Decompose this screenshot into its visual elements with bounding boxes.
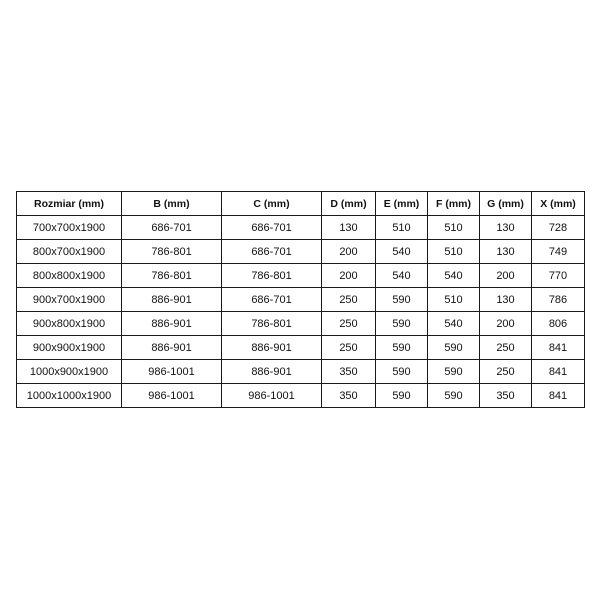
cell-x: 841 (532, 360, 585, 384)
cell-e: 590 (376, 360, 428, 384)
header-row (17, 192, 585, 216)
cell-c: 686-701 (222, 240, 322, 264)
header-g: G (mm) (480, 192, 532, 216)
cell-b: 986-1001 (122, 360, 222, 384)
cell-d: 350 (322, 360, 376, 384)
cell-rozmiar: 700x700x1900 (17, 216, 122, 240)
cell-e: 540 (376, 264, 428, 288)
cell-f: 590 (428, 384, 480, 408)
header-b: B (mm) (122, 192, 222, 216)
header-x: X (mm) (532, 192, 585, 216)
cell-c: 786-801 (222, 312, 322, 336)
cell-g: 130 (480, 240, 532, 264)
header-d: D (mm) (322, 192, 376, 216)
cell-f: 510 (428, 216, 480, 240)
cell-c: 686-701 (222, 216, 322, 240)
cell-x: 749 (532, 240, 585, 264)
cell-e: 590 (376, 288, 428, 312)
cell-d: 250 (322, 336, 376, 360)
cell-b: 886-901 (122, 336, 222, 360)
cell-rozmiar: 1000x900x1900 (17, 360, 122, 384)
dimensions-table (16, 191, 585, 408)
cell-g: 200 (480, 312, 532, 336)
cell-g: 250 (480, 360, 532, 384)
cell-d: 200 (322, 264, 376, 288)
cell-d: 250 (322, 288, 376, 312)
cell-f: 540 (428, 312, 480, 336)
table-row (17, 360, 585, 384)
cell-f: 510 (428, 288, 480, 312)
table-row (17, 336, 585, 360)
header-rozmiar: Rozmiar (mm) (17, 192, 122, 216)
cell-e: 540 (376, 240, 428, 264)
cell-rozmiar: 800x800x1900 (17, 264, 122, 288)
cell-x: 728 (532, 216, 585, 240)
header-e: E (mm) (376, 192, 428, 216)
cell-c: 686-701 (222, 288, 322, 312)
cell-d: 200 (322, 240, 376, 264)
cell-f: 510 (428, 240, 480, 264)
cell-b: 886-901 (122, 312, 222, 336)
cell-rozmiar: 900x700x1900 (17, 288, 122, 312)
cell-e: 590 (376, 384, 428, 408)
cell-c: 986-1001 (222, 384, 322, 408)
cell-e: 590 (376, 336, 428, 360)
cell-f: 590 (428, 336, 480, 360)
cell-b: 786-801 (122, 264, 222, 288)
table-row (17, 216, 585, 240)
cell-e: 590 (376, 312, 428, 336)
cell-x: 770 (532, 264, 585, 288)
cell-g: 350 (480, 384, 532, 408)
cell-x: 786 (532, 288, 585, 312)
table-row (17, 288, 585, 312)
header-f: F (mm) (428, 192, 480, 216)
cell-g: 200 (480, 264, 532, 288)
cell-x: 841 (532, 384, 585, 408)
cell-d: 350 (322, 384, 376, 408)
cell-rozmiar: 800x700x1900 (17, 240, 122, 264)
cell-c: 886-901 (222, 336, 322, 360)
cell-b: 886-901 (122, 288, 222, 312)
cell-rozmiar: 900x800x1900 (17, 312, 122, 336)
table-row (17, 264, 585, 288)
cell-x: 841 (532, 336, 585, 360)
cell-b: 686-701 (122, 216, 222, 240)
header-c: C (mm) (222, 192, 322, 216)
table-row (17, 240, 585, 264)
cell-g: 130 (480, 216, 532, 240)
cell-e: 510 (376, 216, 428, 240)
cell-b: 786-801 (122, 240, 222, 264)
cell-g: 130 (480, 288, 532, 312)
cell-b: 986-1001 (122, 384, 222, 408)
table-row (17, 384, 585, 408)
cell-c: 786-801 (222, 264, 322, 288)
cell-d: 250 (322, 312, 376, 336)
cell-x: 806 (532, 312, 585, 336)
cell-rozmiar: 900x900x1900 (17, 336, 122, 360)
cell-f: 540 (428, 264, 480, 288)
cell-f: 590 (428, 360, 480, 384)
cell-c: 886-901 (222, 360, 322, 384)
table-row (17, 312, 585, 336)
cell-g: 250 (480, 336, 532, 360)
cell-rozmiar: 1000x1000x1900 (17, 384, 122, 408)
cell-d: 130 (322, 216, 376, 240)
